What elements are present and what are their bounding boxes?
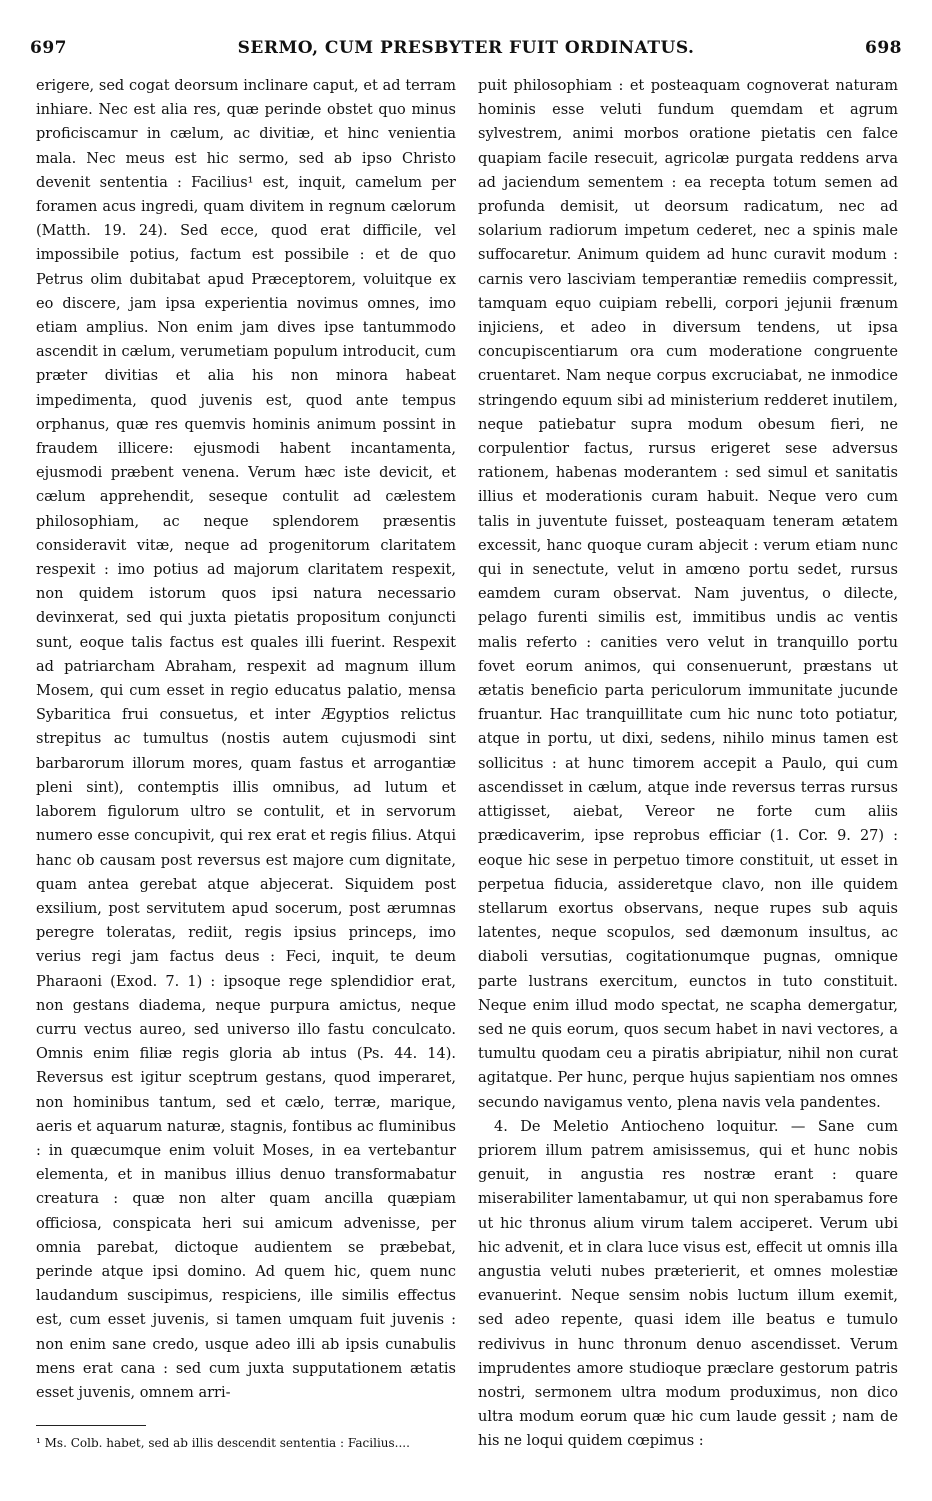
footnote-divider [36, 1425, 146, 1426]
right-paragraph-2: 4. De Meletio Antiocheno loquitur. — Sane cum priorem illum patrem amisissemus, qui et hunc nobis genuit, in angustia res nostræ erant : quare miserabiliter lamentabamur, ut qui non sperabamus fore ut hic thronus alium virum talem acciperet. Verum ubi hic advenit, et in clara luce visus est, effecit ut omnis illa angustia veluti nubes præterierit, et omnes molestiæ evanuerint. Neque sensim nobis luctum illum exemit, sed adeo repente, quasi idem ille beatus e tumulo redivivus in hunc thronum denuo ascendisset. Verum imprudentes amore studioque præclare gestorum patris nostri, sermonem ultra modum produximus, non dico ultra modum eorum quæ hic cum laude gessit ; nam de his ne loqui quidem cœpimus : [478, 1118, 898, 1450]
left-page-number: 697 [30, 38, 67, 58]
right-page-number: 698 [865, 38, 902, 58]
running-title: SERMO, CUM PRESBYTER FUIT ORDINATUS. [237, 38, 695, 58]
left-column [36, 74, 456, 1405]
right-column [478, 74, 898, 1454]
left-paragraph-1: erigere, sed cogat deorsum inclinare caput, et ad terram inhiare. Nec est alia res, quæ perinde obstet quo minus proficiscamur in cælum, ac divitiæ, et hinc venientia mala. Nec meus est hic sermo, sed ab ipso Christo devenit sententia : Facilius¹ est, inquit, camelum per foramen acus ingredi, quam divitem in regnum cælorum (Matth. 19. 24). Sed ecce, quod erat difficile, vel impossibile potius, factum est possibile : et de quo Petrus olim dubitabat apud Præceptorem, voluitque ex eo discere, jam ipsa experientia novimus omnes, imo etiam amplius. Non enim jam dives ipse tantummodo ascendit in cælum, verumetiam populum introducit, cum præter divitias et alia his non minora habeat impedimenta, quod juvenis est, quod ante tempus orphanus, quæ res quemvis hominis animum possint in fraudem illicere: ejusmodi habent incantamenta, ejusmodi præbent venena. Verum hæc iste devicit, et cælum apprehendit, seseque contulit ad cælestem philosophiam, ac neque splendorem præsentis consideravit vitæ, neque ad progenitorum claritatem respexit : imo potius ad majorum claritatem respexit, non quidem istorum quos ipsi natura necessario devinxerat, sed qui juxta pietatis propositum conjuncti sunt, eoque talis factus est quales illi fuerint. Respexit ad patriarcham Abraham, respexit ad magnum illum Mosem, qui cum esset in regio educatus palatio, mensa Sybaritica frui consuetus, et inter Ægyptios relictus strepitus ac tumultus (nostis autem cujusmodi sint barbarorum illorum mores, quam fastus et arrogantiæ pleni sint), contemptis illis omnibus, ad lutum et laborem figulorum ultro se contulit, et in servorum numero esse concupivit, qui rex erat et regis filius. Atqui hanc ob causam post reversus est majore cum dignitate, quam antea gerebat atque abjecerat. Siquidem post exsilium, post servitutem apud socerum, post ærumnas peregre toleratas, rediit, regis ipsius princeps, imo verius regi jam factus deus : Feci, inquit, te deum Pharaoni (Exod. 7. 1) : ipsoque rege splendidior erat, non gestans diadema, neque purpura amictus, neque curru vectus aureo, sed universo illo fastu conculcato. Omnis enim filiæ regis gloria ab intus (Ps. 44. 14). Reversus est igitur sceptrum gestans, quod imperaret, non hominibus tantum, sed et cælo, terræ, marique, aeris et aquarum naturæ, stagnis, fontibus ac fluminibus : in quæcumque enim voluit Moses, in ea vertebantur elementa, et in manibus illius denuo transformabatur creatura : quæ non alter quam ancilla quæpiam officiosa, conspicata heri sui amicum advenisse, per omnia parebat, dictoque audientem se præbebat, perinde atque ipsi domino. Ad quem hic, quem nunc laudandum suscipimus, respiciens, ille similis effectus est, cum esset juvenis, si tamen umquam fuit juvenis : non enim sane credo, usque adeo illi ab ipsis cunabulis mens erat cana : sed cum juxta supputationem ætatis esset juvenis, omnem arri- [36, 78, 456, 1401]
right-paragraph-1: puit philosophiam : et posteaquam cognoverat naturam hominis esse veluti fundum quemdam et agrum sylvestrem, animi morbos oratione pietatis cen falce quapiam facile resecuit, agricolæ purgata reddens arva ad jaciendum sementem : ea recepta totum semen ad profunda demisit, ut deorsum radicatum, nec ad solarium radiorum impetum cederet, nec a spinis male suffocaretur. Animum quidem ad hunc curavit modum : carnis vero lasciviam temperantiæ remediis compressit, tamquam equo cuipiam rebelli, corpori jejunii frænum injiciens, et adeo in diversum tendens, ut ipsa concupiscentiarum ora cum moderatione congruente cruentaret. Nam neque corpus excruciabat, ne inmodice stringendo equum sibi ad ministerium redderet inutilem, neque patiebatur supra modum obesum fieri, ne corpulentior factus, rursus erigeret sese adversus rationem, habenas moderantem : sed simul et sanitatis illius et moderationis curam habuit. Neque vero cum talis in juventute fuisset, posteaquam teneram ætatem excessit, hanc quoque curam abjecit : verum etiam nunc qui in senectute, velut in amœno portu sedet, rursus eamdem curam observat. Nam juventus, o dilecte, pelago furenti similis est, immitibus undis ac ventis malis referto : canities vero velut in tranquillo portu fovet eorum animos, qui consenuerunt, præstans ut ætatis beneficio parta periculorum immunitate jucunde fruantur. Hac tranquillitate cum hic nunc toto potiatur, atque in portu, ut dixi, sedens, nihilo minus tamen est sollicitus : at hunc timorem accepit a Paulo, qui cum ascendisset in cælum, atque inde reversus terras rursus attigisset, aiebat, Vereor ne forte cum aliis prædicaverim, ipse reprobus efficiar (1. Cor. 9. 27) : eoque hic sese in perpetuo timore constituit, ut esset in perpetua fiducia, assideretque clavo, non ille quidem stellarum exortus observans, neque rupes sub aquis latentes, neque scopulos, sed dæmonum insultus, ac diaboli versutias, cogitationumque pugnas, omnique parte lustrans exercitum, eunctos in tuto constituit. Neque enim illud modo spectat, ne scapha demergatur, sed ne quis eorum, quos secum habet in navi vectores, a tumultu quodam ceu a piratis abripiatur, nihil non curat agitatque. Per hunc, perque hujus sapientiam nos omnes secundo navigamus vento, plena navis vela pandentes. [478, 78, 898, 1111]
page-header [30, 30, 902, 66]
footnote: ¹ Ms. Colb. habet, sed ab illis descendit sententia : Facilius.... [36, 1436, 410, 1450]
